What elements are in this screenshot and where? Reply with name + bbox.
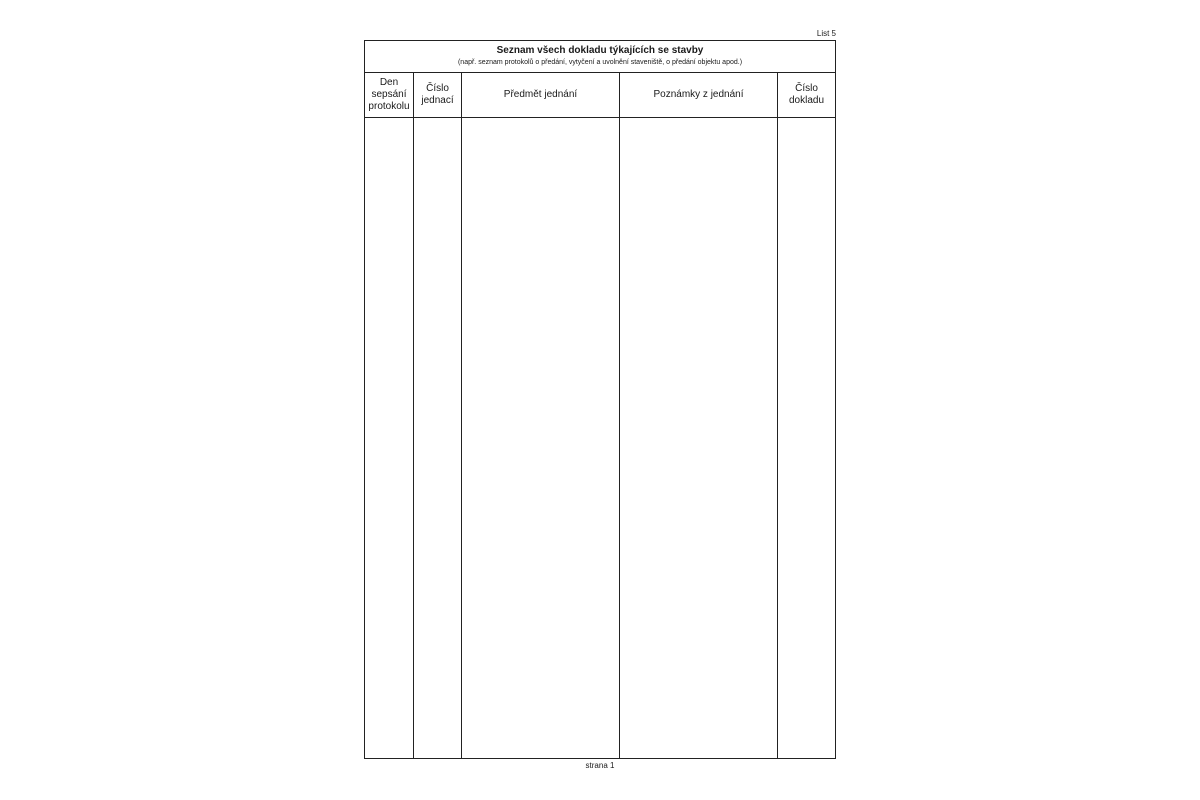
column-divider: [461, 73, 462, 758]
table-header-row: [365, 73, 835, 118]
column-header-reference-number: Číslo jednací: [421, 83, 454, 106]
form-subtitle: (např. seznam protokolů o předání, vytyčení a uvolnění staveniště, o předání objektu apod.): [457, 59, 743, 66]
column-divider: [413, 73, 414, 758]
column-divider: [619, 73, 620, 758]
column-divider: [777, 73, 778, 758]
form-title: Seznam všech dokladu týkajících se stavby: [496, 45, 704, 56]
form-title-box: [365, 41, 835, 73]
page-number: strana 1: [585, 761, 615, 770]
column-header-subject: Předmět jednání: [503, 89, 578, 100]
documents-list-form: [364, 40, 836, 759]
column-header-document-number: Číslo dokladu: [788, 83, 825, 106]
column-header-protocol-date: Den sepsání protokolu: [368, 77, 410, 112]
column-header-notes: Poznámky z jednání: [653, 89, 744, 100]
sheet-label: List 5: [816, 29, 836, 38]
